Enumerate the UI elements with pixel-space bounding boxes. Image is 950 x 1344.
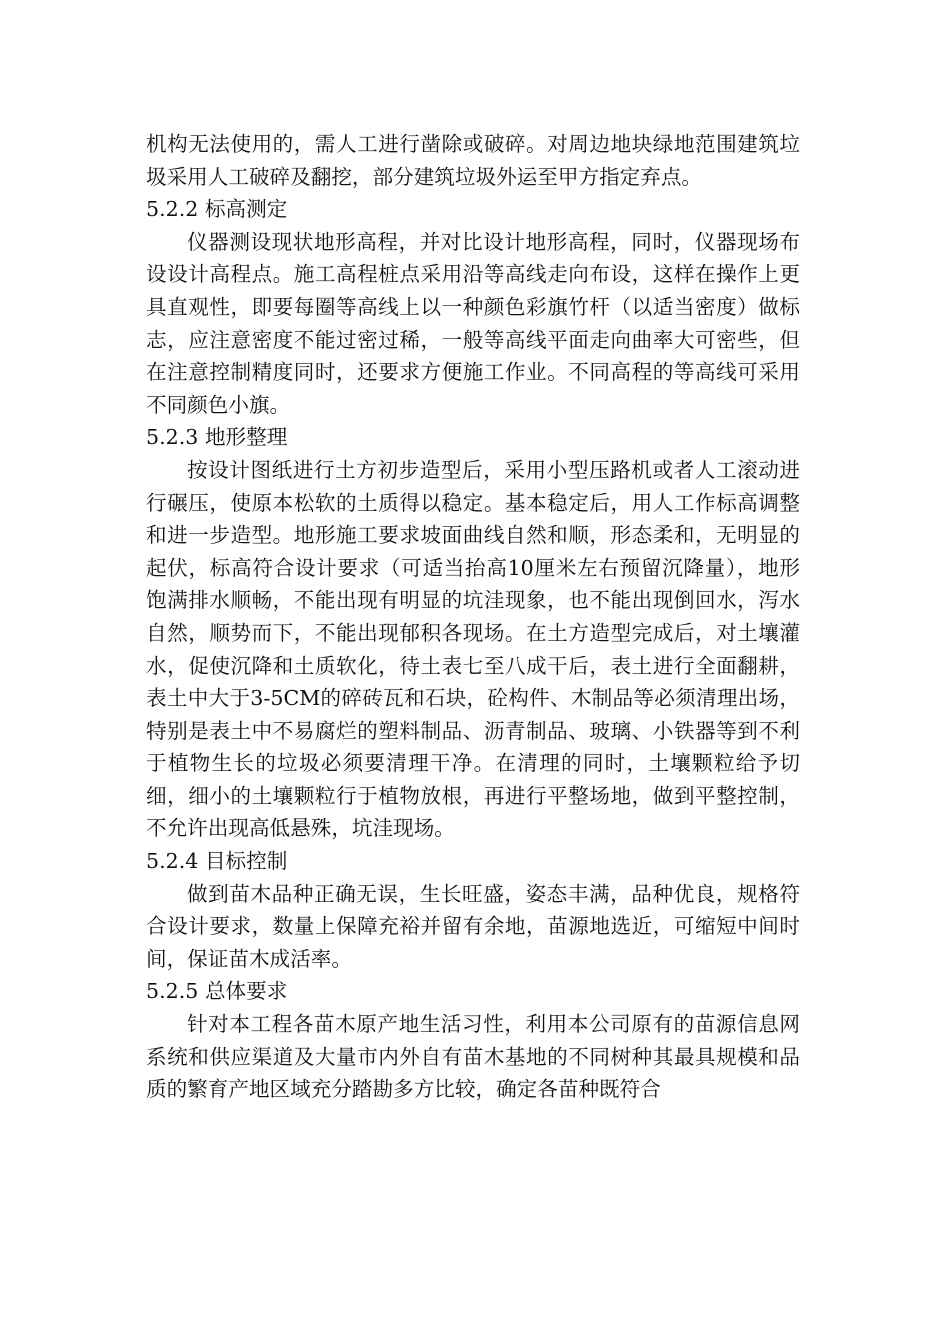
paragraph-terrain-grading: 按设计图纸进行土方初步造型后，采用小型压路机或者人工滚动进行碾压，使原本松软的土质得以稳定。基本稳定后，用人工作标高调整和进一步造型。地形施工要求坡面曲线自然和顺，形态柔和，无明显的起伏，标高符合设计要求（可适当抬高10厘米左右预留沉降量），地形饱满排水顺畅，不能出现有明显的坑洼现象，也不能出现倒回水，泻水自然，顺势而下，不能出现郁积各现场。在土方造型完成后，对土壤灌水，促使沉降和土质软化，待土表七至八成干后，表土进行全面翻耕，表土中大于3-5CM的碎砖瓦和石块，砼构件、木制品等必须清理出场，特别是表土中不易腐烂的塑料制品、沥青制品、玻璃、小铁器等到不利于植物生长的垃圾必须要清理干净。在清理的同时，土壤颗粒给予切细，细小的土壤颗粒行于植物放根，再进行平整场地，做到平整控制，不允许出现高低悬殊，坑洼现场。 xyxy=(146,457,800,841)
section-heading-5-2-4: 5.2.4 目标控制 xyxy=(146,849,288,874)
paragraph-elevation-survey: 仪器测设现状地形高程，并对比设计地形高程，同时，仪器现场布设设计高程点。施工高程桩点采用沿等高线走向布设，这样在操作上更具直观性，即要每圈等高线上以一种颜色彩旗竹杆（以适当密度）做标志，应注意密度不能过密过稀，一般等高线平面走向曲率大可密些，但在注意控制精度同时，还要求方便施工作业。不同高程的等高线可采用不同颜色小旗。 xyxy=(146,229,800,417)
paragraph-target-control: 做到苗木品种正确无误，生长旺盛，姿态丰满，品种优良，规格符合设计要求，数量上保障充裕并留有余地，苗源地选近，可缩短中间时间，保证苗木成活率。 xyxy=(146,881,800,971)
section-heading-5-2-2: 5.2.2 标高测定 xyxy=(146,197,288,222)
paragraph-demolition: 机构无法使用的，需人工进行凿除或破碎。对周边地块绿地范围建筑垃圾采用人工破碎及翻挖，部分建筑垃圾外运至甲方指定弃点。 xyxy=(146,132,800,189)
section-heading-5-2-3: 5.2.3 地形整理 xyxy=(146,425,288,450)
section-heading-5-2-5: 5.2.5 总体要求 xyxy=(146,979,288,1004)
document-body xyxy=(146,128,800,1106)
paragraph-general-requirements: 针对本工程各苗木原产地生活习性，利用本公司原有的苗源信息网系统和供应渠道及大量市内外自有苗木基地的不同树种其最具规模和品质的繁育产地区域充分踏勘多方比较，确定各苗种既符合 xyxy=(146,1012,800,1102)
